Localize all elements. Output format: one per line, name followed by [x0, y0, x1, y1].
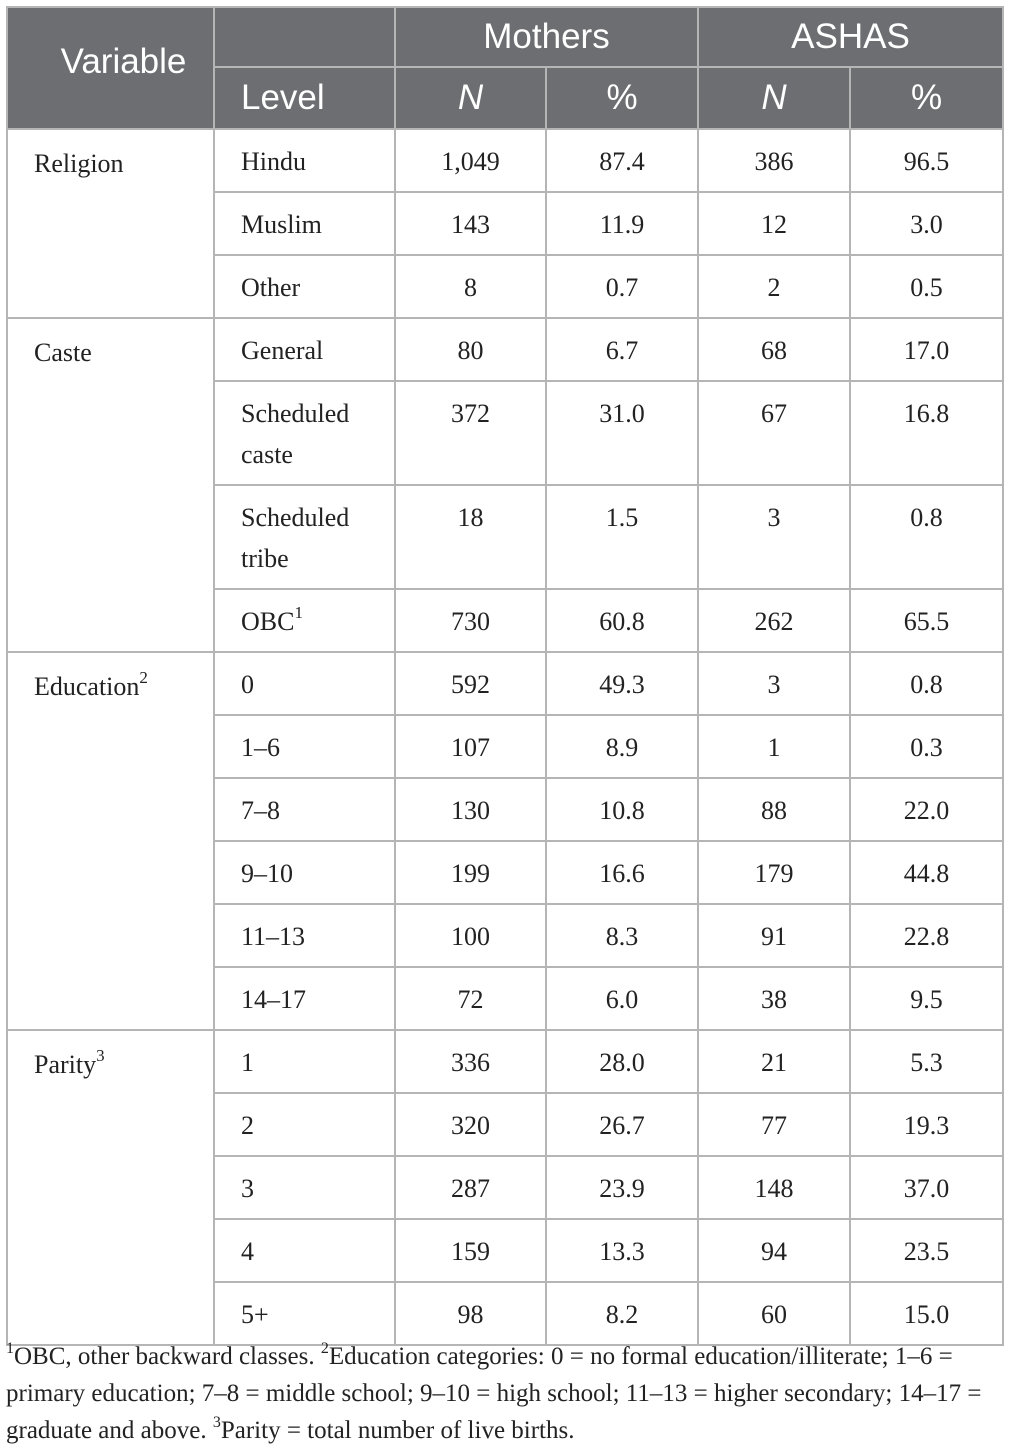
level-cell	[214, 1282, 395, 1345]
header-group-ashas: ASHAS	[698, 7, 1003, 67]
cell-ashas-n: 60	[698, 1282, 850, 1345]
header-mothers-pct: %	[546, 67, 698, 129]
level-cell	[214, 1030, 395, 1093]
cell-mothers-n: 98	[395, 1282, 546, 1345]
footnote-text: Parity = total number of live births.	[220, 1417, 575, 1444]
cell-ashas-n: 88	[698, 778, 850, 841]
level-label: General	[241, 336, 324, 365]
level-cell	[214, 1156, 395, 1219]
table-row	[7, 318, 1003, 381]
header-ashas-n: N	[698, 67, 850, 129]
table-row	[7, 652, 1003, 715]
cell-mothers-pct: 26.7	[546, 1093, 698, 1156]
cell-ashas-n: 12	[698, 192, 850, 255]
footnote-ref: 2	[139, 668, 148, 688]
cell-ashas-n: 148	[698, 1156, 850, 1219]
level-cell	[214, 381, 395, 485]
level-label: 5+	[241, 1300, 269, 1329]
level-label: Muslim	[241, 210, 322, 239]
cell-mothers-n: 18	[395, 485, 546, 589]
cell-ashas-pct: 22.8	[850, 904, 1003, 967]
level-cell	[214, 715, 395, 778]
cell-ashas-pct: 0.5	[850, 255, 1003, 318]
level-label: Scheduled caste	[241, 399, 350, 469]
cell-mothers-n: 199	[395, 841, 546, 904]
footnote-mark: 2	[320, 1339, 329, 1357]
variable-cell	[7, 129, 214, 318]
cell-mothers-pct: 16.6	[546, 841, 698, 904]
variable-label: Religion	[34, 149, 124, 178]
variable-label: Parity	[34, 1050, 97, 1079]
cell-ashas-n: 21	[698, 1030, 850, 1093]
footnote-mark: 3	[212, 1413, 221, 1431]
cell-mothers-n: 72	[395, 967, 546, 1030]
cell-ashas-pct: 23.5	[850, 1219, 1003, 1282]
cell-mothers-pct: 31.0	[546, 381, 698, 485]
table-body	[7, 129, 1003, 1345]
level-label: 0	[241, 670, 254, 699]
cell-mothers-n: 372	[395, 381, 546, 485]
level-cell	[214, 192, 395, 255]
cell-mothers-n: 130	[395, 778, 546, 841]
cell-mothers-pct: 8.9	[546, 715, 698, 778]
cell-mothers-pct: 49.3	[546, 652, 698, 715]
cell-mothers-n: 8	[395, 255, 546, 318]
cell-mothers-n: 159	[395, 1219, 546, 1282]
level-cell	[214, 255, 395, 318]
cell-ashas-pct: 96.5	[850, 129, 1003, 192]
level-label: OBC	[241, 607, 295, 636]
cell-mothers-n: 730	[395, 589, 546, 652]
table-row	[7, 1030, 1003, 1093]
header-level: Level	[214, 67, 395, 129]
cell-ashas-n: 262	[698, 589, 850, 652]
table-container	[6, 6, 1002, 1346]
table-header	[7, 7, 1003, 129]
cell-mothers-pct: 11.9	[546, 192, 698, 255]
variable-cell	[7, 652, 214, 1030]
header-level-spacer	[214, 7, 395, 67]
level-label: Scheduled tribe	[241, 503, 350, 573]
header-group-mothers: Mothers	[395, 7, 698, 67]
cell-ashas-n: 38	[698, 967, 850, 1030]
cell-mothers-pct: 1.5	[546, 485, 698, 589]
cell-ashas-pct: 0.3	[850, 715, 1003, 778]
cell-ashas-n: 1	[698, 715, 850, 778]
cell-ashas-pct: 22.0	[850, 778, 1003, 841]
level-cell	[214, 778, 395, 841]
cell-ashas-pct: 19.3	[850, 1093, 1003, 1156]
level-cell	[214, 589, 395, 652]
level-label: 11–13	[241, 922, 306, 951]
header-mothers-n: N	[395, 67, 546, 129]
cell-ashas-pct: 3.0	[850, 192, 1003, 255]
footnote-ref: 1	[294, 603, 303, 623]
variable-cell	[7, 1030, 214, 1345]
table-row	[7, 129, 1003, 192]
cell-ashas-n: 3	[698, 652, 850, 715]
cell-mothers-pct: 60.8	[546, 589, 698, 652]
level-label: Hindu	[241, 147, 306, 176]
cell-ashas-pct: 9.5	[850, 967, 1003, 1030]
level-cell	[214, 485, 395, 589]
cell-ashas-n: 179	[698, 841, 850, 904]
footnote-text: OBC, other backward classes.	[14, 1343, 321, 1370]
cell-mothers-pct: 0.7	[546, 255, 698, 318]
cell-mothers-n: 1,049	[395, 129, 546, 192]
cell-ashas-pct: 17.0	[850, 318, 1003, 381]
footnote-ref: 3	[96, 1046, 105, 1066]
variable-cell	[7, 318, 214, 652]
level-cell	[214, 129, 395, 192]
cell-mothers-pct: 8.3	[546, 904, 698, 967]
demographics-table	[6, 6, 1004, 1346]
level-label: 3	[241, 1174, 254, 1203]
cell-mothers-n: 336	[395, 1030, 546, 1093]
cell-mothers-n: 320	[395, 1093, 546, 1156]
cell-ashas-n: 68	[698, 318, 850, 381]
level-cell	[214, 318, 395, 381]
cell-mothers-n: 592	[395, 652, 546, 715]
cell-ashas-n: 67	[698, 381, 850, 485]
level-cell	[214, 1093, 395, 1156]
cell-mothers-pct: 6.0	[546, 967, 698, 1030]
level-cell	[214, 904, 395, 967]
footnote-mark: 1	[6, 1339, 14, 1357]
cell-mothers-pct: 13.3	[546, 1219, 698, 1282]
cell-mothers-pct: 23.9	[546, 1156, 698, 1219]
cell-ashas-pct: 65.5	[850, 589, 1003, 652]
cell-ashas-n: 3	[698, 485, 850, 589]
level-label: 1–6	[241, 733, 280, 762]
cell-mothers-pct: 10.8	[546, 778, 698, 841]
cell-mothers-n: 287	[395, 1156, 546, 1219]
cell-ashas-n: 2	[698, 255, 850, 318]
level-label: 14–17	[241, 985, 306, 1014]
variable-label: Education	[34, 672, 140, 701]
cell-ashas-pct: 44.8	[850, 841, 1003, 904]
cell-ashas-n: 386	[698, 129, 850, 192]
cell-ashas-n: 77	[698, 1093, 850, 1156]
cell-mothers-pct: 87.4	[546, 129, 698, 192]
cell-mothers-n: 107	[395, 715, 546, 778]
header-ashas-pct: %	[850, 67, 1003, 129]
cell-mothers-pct: 6.7	[546, 318, 698, 381]
level-label: Other	[241, 273, 301, 302]
cell-mothers-n: 80	[395, 318, 546, 381]
level-cell	[214, 841, 395, 904]
cell-mothers-pct: 8.2	[546, 1282, 698, 1345]
cell-ashas-n: 91	[698, 904, 850, 967]
cell-mothers-pct: 28.0	[546, 1030, 698, 1093]
cell-ashas-pct: 0.8	[850, 485, 1003, 589]
variable-label: Caste	[34, 338, 92, 367]
header-variable: Variable	[7, 7, 214, 129]
cell-ashas-pct: 5.3	[850, 1030, 1003, 1093]
level-label: 2	[241, 1111, 254, 1140]
level-label: 9–10	[241, 859, 293, 888]
level-cell	[214, 652, 395, 715]
cell-ashas-pct: 37.0	[850, 1156, 1003, 1219]
cell-ashas-pct: 0.8	[850, 652, 1003, 715]
cell-ashas-pct: 16.8	[850, 381, 1003, 485]
footnote-text: Education categories: 0 = no formal education/illiterate; 1–6 = primary education; 7–8 = middle school; 9–10 = high school; 11–13 = higher secondary; 14–17 = graduate and above.	[6, 1343, 982, 1444]
level-label: 7–8	[241, 796, 280, 825]
level-cell	[214, 967, 395, 1030]
level-label: 4	[241, 1237, 254, 1266]
level-cell	[214, 1219, 395, 1282]
cell-mothers-n: 100	[395, 904, 546, 967]
level-label: 1	[241, 1048, 254, 1077]
table-footnotes	[6, 1338, 1002, 1449]
cell-ashas-pct: 15.0	[850, 1282, 1003, 1345]
cell-mothers-n: 143	[395, 192, 546, 255]
cell-ashas-n: 94	[698, 1219, 850, 1282]
